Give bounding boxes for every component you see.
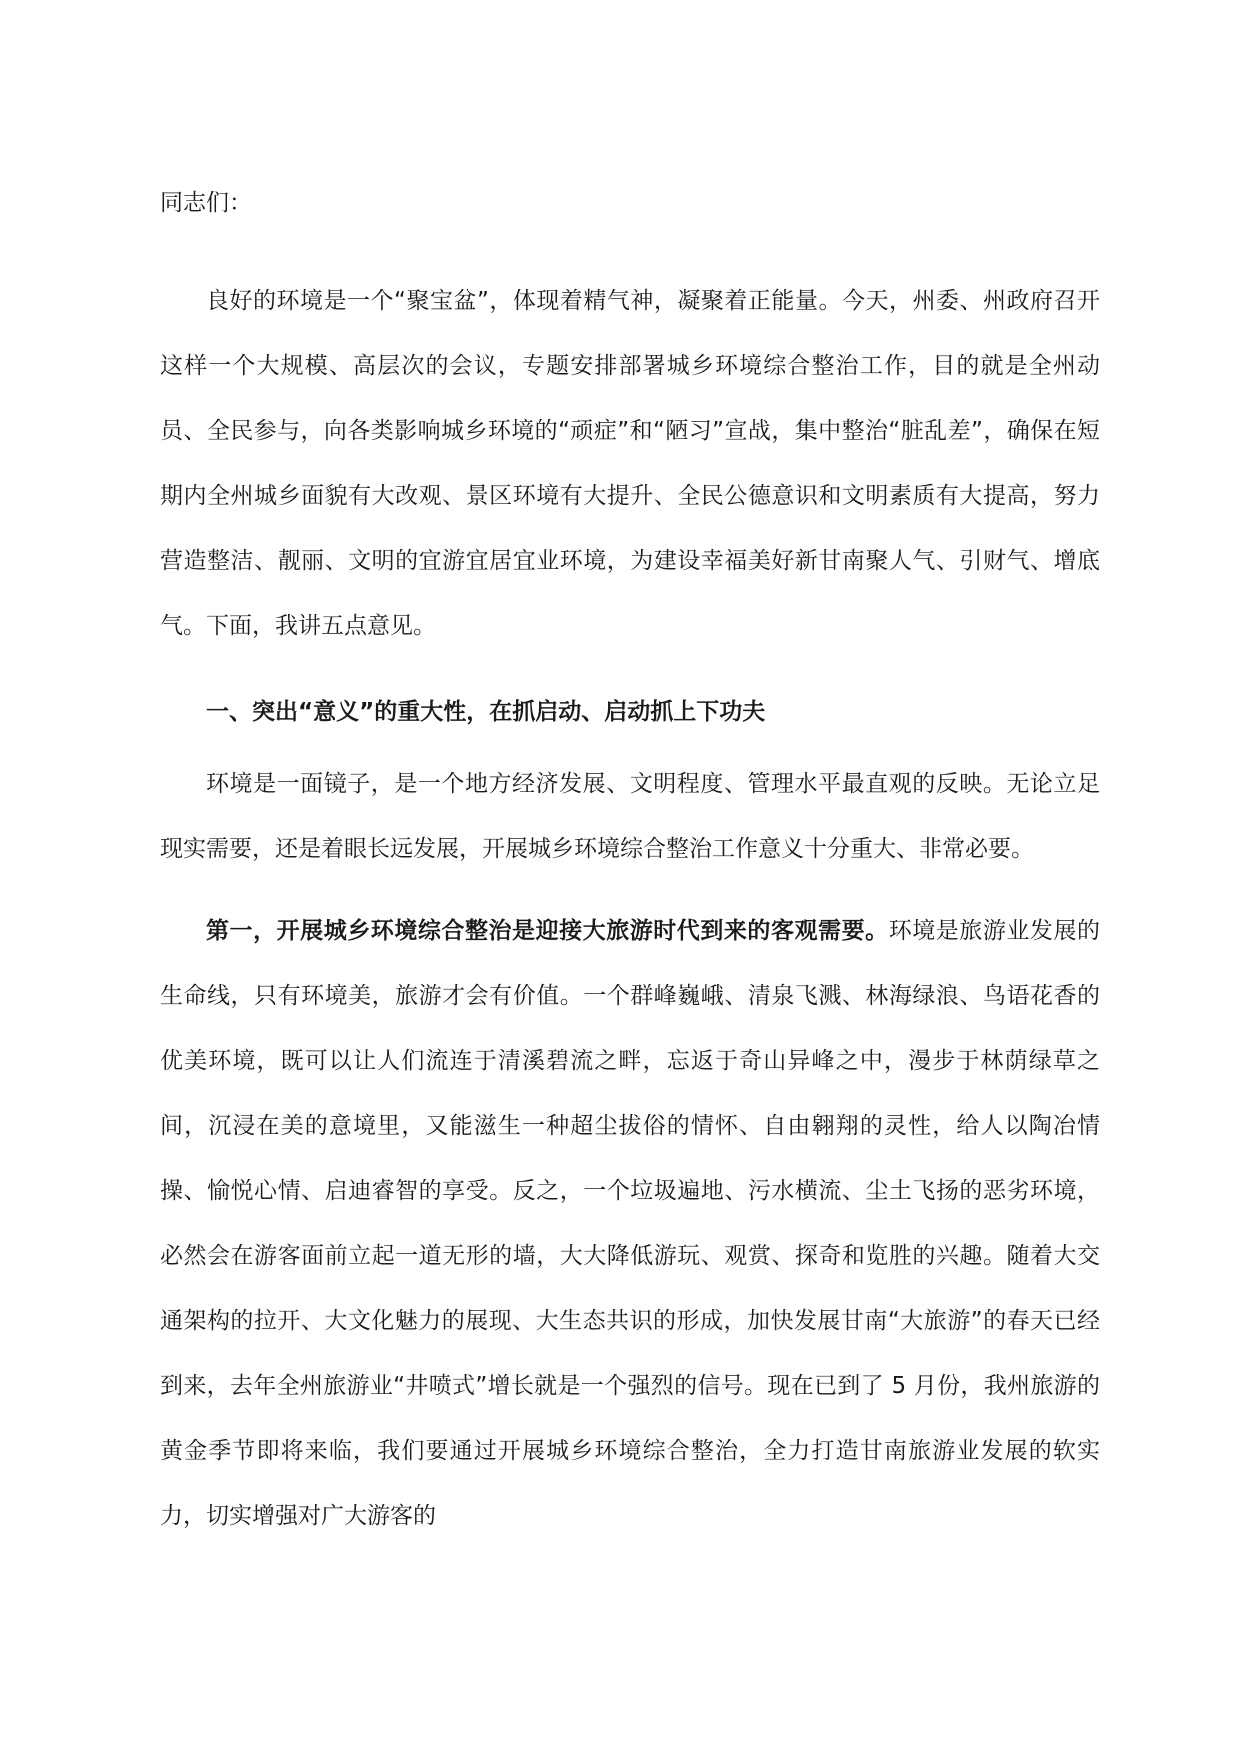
salutation: 同志们： <box>160 190 252 216</box>
document-page <box>160 171 1100 1549</box>
section-heading: 一、突出“意义”的重大性，在抓启动、启动抓上下功夫 <box>206 699 766 725</box>
intro-paragraph: 良好的环境是一个“聚宝盆”，体现着精气神，凝聚着正能量。今天，州委、州政府召开这样一个大规模、高层次的会议，专题安排部署城乡环境综合整治工作，目的就是全州动员、全民参与，向各类影响城乡环境的“顽症”和“陋习”宣战，集中整治“脏乱差”，确保在短期内全州城乡面貌有大改观、景区环境有大提升、全民公德意识和文明素质有大提高，努力营造整洁、靓丽、文明的宜游宜居宜业环境，为建设幸福美好新甘南聚人气、引财气、增底气。下面，我讲五点意见。 <box>160 288 1100 639</box>
point-body: 环境是旅游业发展的生命线，只有环境美，旅游才会有价值。一个群峰巍峨、清泉飞溅、林海绿浪、鸟语花香的优美环境，既可以让人们流连于清溪碧流之畔，忘返于奇山异峰之中，漫步于林荫绿草之间，沉浸在美的意境里，又能滋生一种超尘拔俗的情怀、自由翱翔的灵性，给人以陶冶情操、愉悦心情、启迪睿智的享受。反之，一个垃圾遍地、污水横流、尘土飞扬的恶劣环境，必然会在游客面前立起一道无形的墙，大大降低游玩、观赏、探奇和览胜的兴趣。随着大交通架构的拉开、大文化魅力的展现、大生态共识的形成，加快发展甘南“大旅游”的春天已经到来，去年全州旅游业“井喷式”增长就是一个强烈的信号。现在已到了 5 月份，我州旅游的黄金季节即将来临，我们要通过开展城乡环境综合整治，全力打造甘南旅游业发展的软实力，切实增强对广大游客的 <box>160 918 1101 1529</box>
point-lead: 第一，开展城乡环境综合整治是迎接大旅游时代到来的客观需要。 <box>206 918 889 944</box>
section-body-paragraph: 环境是一面镜子，是一个地方经济发展、文明程度、管理水平最直观的反映。无论立足现实需要，还是着眼长远发展，开展城乡环境综合整治工作意义十分重大、非常必要。 <box>160 771 1100 862</box>
point-paragraph <box>160 899 1100 1549</box>
